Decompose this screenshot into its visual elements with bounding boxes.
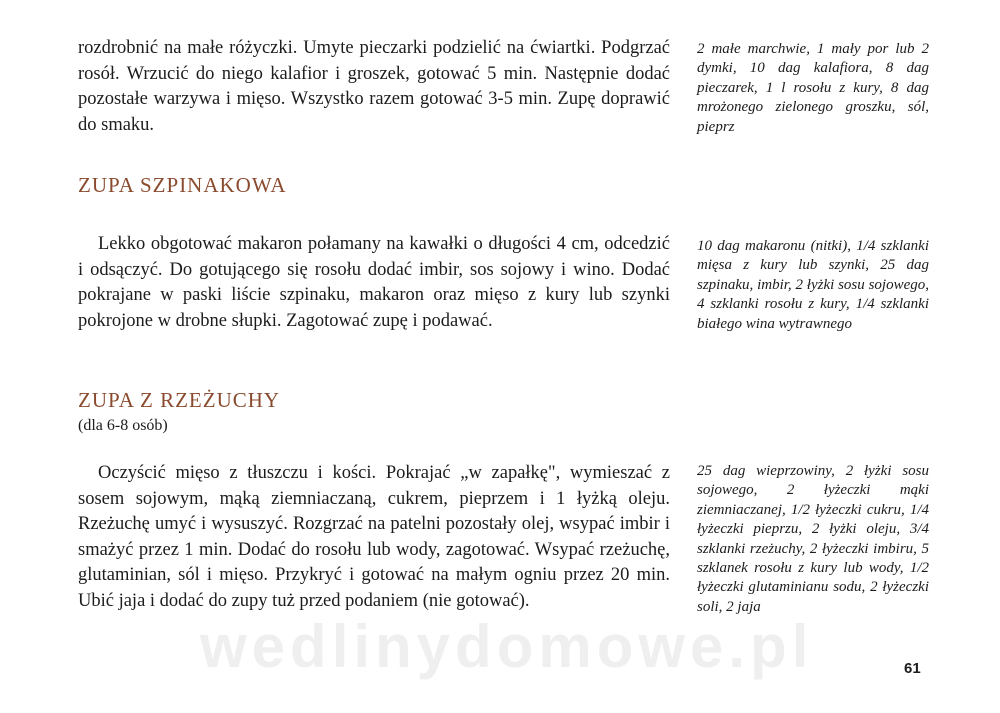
watermark: wedlinydomowe.pl (200, 613, 814, 680)
recipe-title-zupa-z-rzezuchy: ZUPA Z RZEŻUCHY (78, 388, 281, 412)
recipe-instructions-zupa-szpinakowa: Lekko obgotować makaron połamany na kawałki o długości 4 cm, odcedzić i odsączyć. Do gotującego się rosołu dodać imbir, sos sojowy i wino. Dodać pokrajane w paski liście szpinaku, makaron oraz mięso z kury lub szynki pokrojone w drobne słupki. Zagotować zupę i podawać. (78, 234, 670, 331)
ingredients-list-continued: 2 małe marchwie, 1 mały por lub 2 dymki, 10 dag kalafiora, 8 dag pieczarek, 1 l rosołu z kury, 8 dag mrożonego zielonego groszku, sól, pieprz (697, 41, 929, 135)
recipe-title-zupa-szpinakowa: ZUPA SZPINAKOWA (78, 173, 287, 197)
ingredients-list-zupa-szpinakowa: 10 dag makaronu (nitki), 1/4 szklanki mięsa z kury lub szynki, 25 dag szpinaku, imbir, 2 łyżki sosu sojowego, 4 szklanki rosołu z kury, 1/4 szklanki białego wina wytrawnego (697, 238, 929, 332)
recipe-instructions-zupa-z-rzezuchy: Oczyścić mięso z tłuszczu i kości. Pokrajać „w zapałkę", wymieszać z sosem sojowym, mąką ziemniaczaną, cukrem, pieprzem i 1 łyżką oleju. Rzeżuchę umyć i wysuszyć. Rozgrzać na patelni pozostały olej, wsypać imbir i smażyć przez 1 min. Dodać do rosołu lub wody, zagotować. Wsypać rzeżuchę, glutaminian, sól i mięso. Przykryć i gotować na małym ogniu przez 20 min. Ubić jaja i dodać do zupy tuż przed podaniem (nie gotować). (78, 463, 670, 611)
page-number: 61 (904, 660, 921, 677)
ingredients-list-zupa-z-rzezuchy: 25 dag wieprzowiny, 2 łyżki sosu sojowego, 2 łyżeczki mąki ziemniaczanej, 1/2 łyżeczki cukru, 1/4 łyżeczki pieprzu, 2 łyżki oleju, 3/4 szklanki rzeżuchy, 2 łyżeczki imbiru, 5 szklanek rosołu z kury lub wody, 1/2 łyżeczki glutaminianu sodu, 2 łyżeczki soli, 2 jaja (697, 463, 929, 615)
recipe-serving-size: (dla 6-8 osób) (78, 417, 168, 434)
recipe-instructions-continued: rozdrobnić na małe różyczki. Umyte pieczarki podzielić na ćwiartki. Podgrzać rosół. Wrzucić do niego kalafior i groszek, gotować 5 min. Następnie dodać pozostałe warzywa i mięso. Wszystko razem gotować 3-5 min. Zupę doprawić do smaku. (78, 38, 670, 135)
